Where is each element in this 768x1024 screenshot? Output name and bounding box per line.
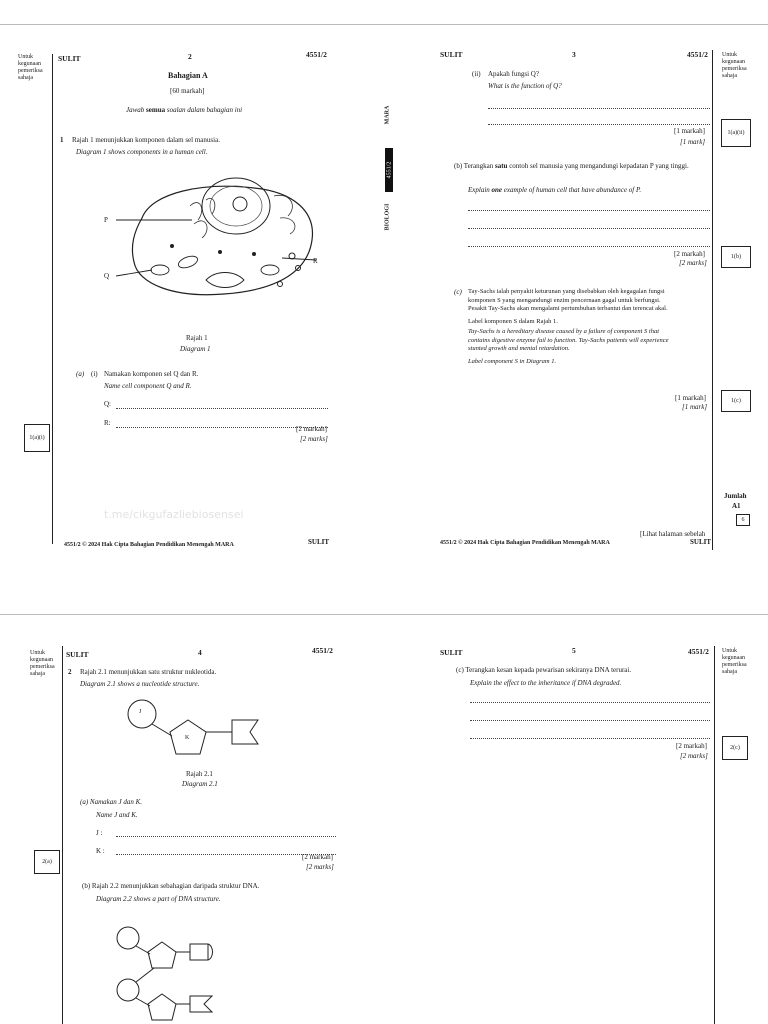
question-1-number: 1 xyxy=(60,136,64,144)
part-c-malay: (c) Terangkan kesan kepada pewarisan sekiranya DNA terurai. xyxy=(456,666,632,674)
answer-line[interactable] xyxy=(488,108,710,109)
examiner-label: Untuk kegunaan pemeriksa sahaja xyxy=(18,54,43,81)
paper-code: 4551/2 xyxy=(306,50,327,59)
sulit-header: SULIT xyxy=(66,650,89,659)
sulit-header: SULIT xyxy=(58,54,81,63)
sulit-header: SULIT xyxy=(440,648,463,657)
score-box-2a[interactable]: 2(a) xyxy=(34,850,60,874)
marks-malay: [1 markah] xyxy=(674,127,705,135)
nucleotide-diagram xyxy=(124,698,264,768)
question-1-english: Diagram 1 shows components in a human cell. xyxy=(76,148,208,156)
label-r: R xyxy=(313,257,318,265)
score-box-1c[interactable]: 1(c) xyxy=(721,390,751,412)
marks-english: [2 marks] xyxy=(679,259,707,267)
cell-diagram xyxy=(94,166,330,306)
score-box-2c[interactable]: 2(c) xyxy=(722,736,748,760)
footer-copyright: 4551/2 © 2024 Hak Cipta Bahagian Pendidikan Menengah MARA xyxy=(64,542,234,548)
dna-diagram xyxy=(110,920,216,1024)
part-a-malay: Namakan komponen sel Q dan R. xyxy=(104,370,199,378)
answer-j-line[interactable] xyxy=(116,836,336,837)
answer-j-label: J : xyxy=(96,829,103,837)
spine-strip: MARA 4551/2 BIOLOGI xyxy=(384,105,393,231)
answer-line[interactable] xyxy=(470,702,710,703)
part-c-malay: Tay-Sachs ialah penyakit keturunan yang disebabkan oleh kegagalan fungsi komponen S yang mengandungi enzim pencernaan gagal untuk berfungsi. Pesakit Tay-Sachs akan mengalami pertumbuhan terbantut dan terencat akal. Label komponen S dalam Rajah 1. xyxy=(468,288,668,325)
label-k: K xyxy=(185,735,190,741)
score-box-1aii[interactable]: 1(a)(ii) xyxy=(721,119,751,147)
label-q: Q xyxy=(104,272,110,280)
diagram-caption-malay: Rajah 1 xyxy=(186,334,208,342)
page-4 xyxy=(0,614,384,1024)
marks-english: [1 mark] xyxy=(680,138,706,146)
part-c-label: (c) xyxy=(454,288,462,296)
part-a-english: Name J and K. xyxy=(96,811,138,819)
answer-q-line[interactable] xyxy=(116,408,328,409)
part-aii-malay: Apakah fungsi Q? xyxy=(488,70,539,78)
watermark: t.me/cikgufazliebiosensei xyxy=(104,508,244,521)
paper-code: 4551/2 xyxy=(687,50,708,59)
marks-malay: [2 markah] xyxy=(302,853,333,861)
label-p: P xyxy=(104,216,108,224)
part-c-english: Tay-Sachs is a hereditary disease caused by a failure of component S that contains digestive enzyme fail to function. Tay-Sachs patients will experience stunted growth and mental retardation. Label component S in Diagram 1. xyxy=(468,328,669,365)
marks-malay: [1 markah] xyxy=(675,394,706,402)
answer-line[interactable] xyxy=(468,228,710,229)
marks-malay: [2 markah] xyxy=(674,250,705,258)
page-number: 3 xyxy=(572,50,576,59)
marks-english: [2 marks] xyxy=(300,435,328,443)
paper-code: 4551/2 xyxy=(688,647,709,656)
paper-code: 4551/2 xyxy=(312,646,333,655)
diagram-caption-english: Diagram 1 xyxy=(180,345,211,353)
section-title: Bahagian A xyxy=(168,71,208,80)
question-2-english: Diagram 2.1 shows a nucleotide structure. xyxy=(80,680,200,688)
page-2 xyxy=(0,24,384,564)
answer-line[interactable] xyxy=(470,720,710,721)
answer-r-label: R: xyxy=(104,419,111,427)
section-instruction: Jawab semua soalan dalam bahagian ini xyxy=(126,106,243,114)
label-j: J xyxy=(139,709,142,715)
part-a-sub: (i) xyxy=(91,370,98,378)
answer-line[interactable] xyxy=(470,738,710,739)
answer-line[interactable] xyxy=(488,124,710,125)
answer-k-label: K : xyxy=(96,847,105,855)
answer-line[interactable] xyxy=(468,210,710,211)
part-b-malay: (b) Terangkan satu contoh sel manusia yang mengandungi kepadatan P yang tinggi. xyxy=(454,162,689,170)
footer-sulit: SULIT xyxy=(308,538,330,546)
footer-sulit: SULIT xyxy=(690,538,712,546)
marks-malay: [2 markah] xyxy=(676,742,707,750)
page-number: 4 xyxy=(198,648,202,657)
footer-copyright: 4551/2 © 2024 Hak Cipta Bahagian Pendidikan Menengah MARA xyxy=(440,540,610,546)
page-3 xyxy=(384,24,768,564)
part-b-malay: (b) Rajah 2.2 menunjukkan sebahagian daripada struktur DNA. xyxy=(82,882,260,890)
part-b-english: Diagram 2.2 shows a part of DNA structure. xyxy=(96,895,221,903)
part-aii-label: (ii) xyxy=(472,70,481,78)
next-page-note: [Lihat halaman sebelah xyxy=(640,530,706,538)
examiner-label: Untuk kegunaan pemeriksa sahaja xyxy=(722,52,747,79)
part-a-label: (a) xyxy=(76,370,85,378)
diagram-caption-english: Diagram 2.1 xyxy=(182,780,218,788)
marks-malay: [2 markah] xyxy=(296,425,327,433)
question-1-malay: Rajah 1 menunjukkan komponen dalam sel manusia. xyxy=(72,136,220,144)
part-a-malay: (a) Namakan J dan K. xyxy=(80,798,143,806)
examiner-label: Untuk kegunaan pemeriksa sahaja xyxy=(30,650,55,677)
total-section: A1 xyxy=(732,502,741,510)
question-2-malay: Rajah 2.1 menunjukkan satu struktur nukleotida. xyxy=(80,668,217,676)
total-score-box[interactable]: 6 xyxy=(736,514,750,526)
examiner-label: Untuk kegunaan pemeriksa sahaja xyxy=(722,648,747,675)
page-5 xyxy=(384,614,768,1024)
score-box-1b[interactable]: 1(b) xyxy=(721,246,751,268)
score-box-1ai[interactable]: 1(a)(i) xyxy=(24,424,50,452)
question-2-number: 2 xyxy=(68,668,72,676)
page-number: 2 xyxy=(188,52,192,61)
answer-line[interactable] xyxy=(468,246,710,247)
part-a-english: Name cell component Q and R. xyxy=(104,382,192,390)
answer-q-label: Q: xyxy=(104,400,111,408)
part-b-english: Explain one example of human cell that have abundance of P. xyxy=(468,186,642,194)
marks-english: [2 marks] xyxy=(306,863,334,871)
section-marks: [60 markah] xyxy=(170,87,205,95)
page-number: 5 xyxy=(572,646,576,655)
marks-english: [1 mark] xyxy=(682,403,708,411)
diagram-caption-malay: Rajah 2.1 xyxy=(186,770,213,778)
part-c-english: Explain the effect to the inheritance if DNA degraded. xyxy=(470,679,622,687)
part-aii-english: What is the function of Q? xyxy=(488,82,562,90)
sulit-header: SULIT xyxy=(440,50,463,59)
marks-english: [2 marks] xyxy=(680,752,708,760)
total-label: Jumlah xyxy=(724,492,747,500)
